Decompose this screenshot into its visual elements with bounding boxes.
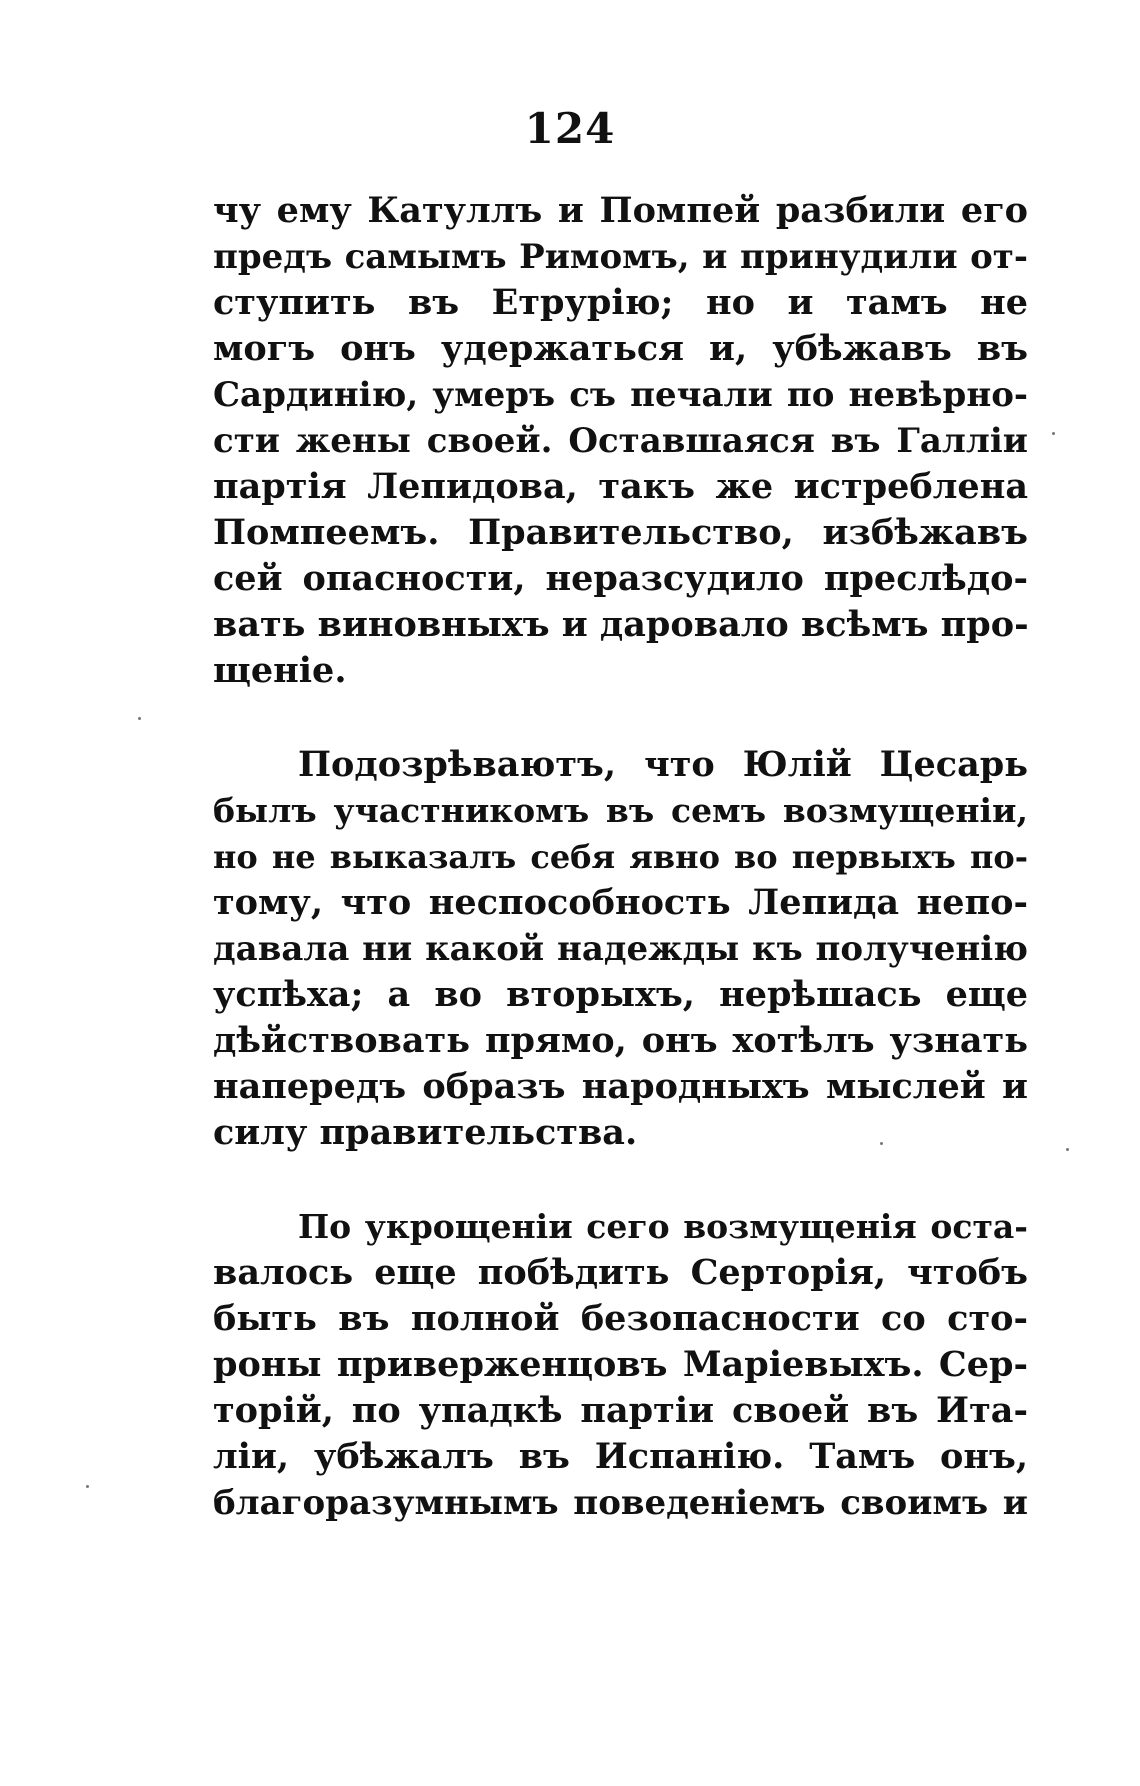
- text-line: тому, что неспособность Лепида непо-: [213, 882, 1028, 923]
- text-line: чу ему Катуллъ и Помпей разбили его: [213, 190, 1028, 231]
- text-line: былъ участникомъ въ семъ возмущеніи,: [213, 791, 1028, 830]
- text-line: ліи, убѣжалъ въ Испанію. Тамъ онъ,: [213, 1436, 1028, 1477]
- paragraph-1: [213, 188, 1028, 694]
- text-line: дѣйствовать прямо, онъ хотѣлъ узнать: [213, 1020, 1028, 1061]
- text-line: По укрощеніи сего возмущенія оста-: [298, 1207, 1028, 1246]
- text-line: благоразумнымъ поведеніемъ своимъ и: [213, 1483, 1028, 1523]
- page-number: 124: [524, 104, 616, 153]
- text-line: Помпеемъ. Правительство, избѣжавъ: [213, 512, 1028, 553]
- text-line: напередъ образъ народныхъ мыслей и: [213, 1066, 1028, 1107]
- text-line: ступить въ Етрурію; но и тамъ не: [213, 282, 1028, 323]
- text-line: Сардинію, умеръ съ печали по невѣрно-: [213, 375, 1028, 415]
- scan-speck: [1066, 1148, 1069, 1151]
- scan-speck: [880, 1142, 883, 1145]
- text-line: сей опасности, неразсудило преслѣдо-: [213, 558, 1028, 599]
- text-line: силу правительства.: [213, 1112, 638, 1153]
- paragraph-3: [213, 1204, 1028, 1526]
- text-line: партія Лепидова, такъ же истреблена: [213, 466, 1028, 507]
- scan-speck: [86, 1485, 89, 1488]
- text-line: сти жены своей. Оставшаяся въ Галліи: [213, 421, 1028, 461]
- text-line: давала ни какой надежды къ полученію: [213, 929, 1028, 969]
- text-line: валось еще побѣдить Серторія, чтобъ: [213, 1252, 1028, 1293]
- paragraph-2: [213, 742, 1028, 1156]
- text-line: успѣха; а во вторыхъ, нерѣшась еще: [213, 974, 1028, 1015]
- text-line: предъ самымъ Римомъ, и принудили от-: [213, 237, 1028, 277]
- body-text: [213, 188, 1028, 1526]
- text-line: щеніе.: [213, 650, 347, 691]
- text-line: торій, по упадкѣ партіи своей въ Ита-: [213, 1390, 1028, 1431]
- scan-speck: [138, 717, 141, 720]
- text-line: роны приверженцовъ Маріевыхъ. Сер-: [213, 1344, 1028, 1385]
- text-line: могъ онъ удержаться и, убѣжавъ въ: [213, 328, 1028, 369]
- text-line: но не выказалъ себя явно во первыхъ по-: [213, 838, 1028, 876]
- text-line: быть въ полной безопасности со сто-: [213, 1298, 1028, 1339]
- text-line: Подозрѣваютъ, что Юлій Цесарь: [298, 744, 1028, 785]
- scan-speck: [1052, 432, 1055, 435]
- text-line: вать виновныхъ и даровало всѣмъ про-: [213, 604, 1029, 645]
